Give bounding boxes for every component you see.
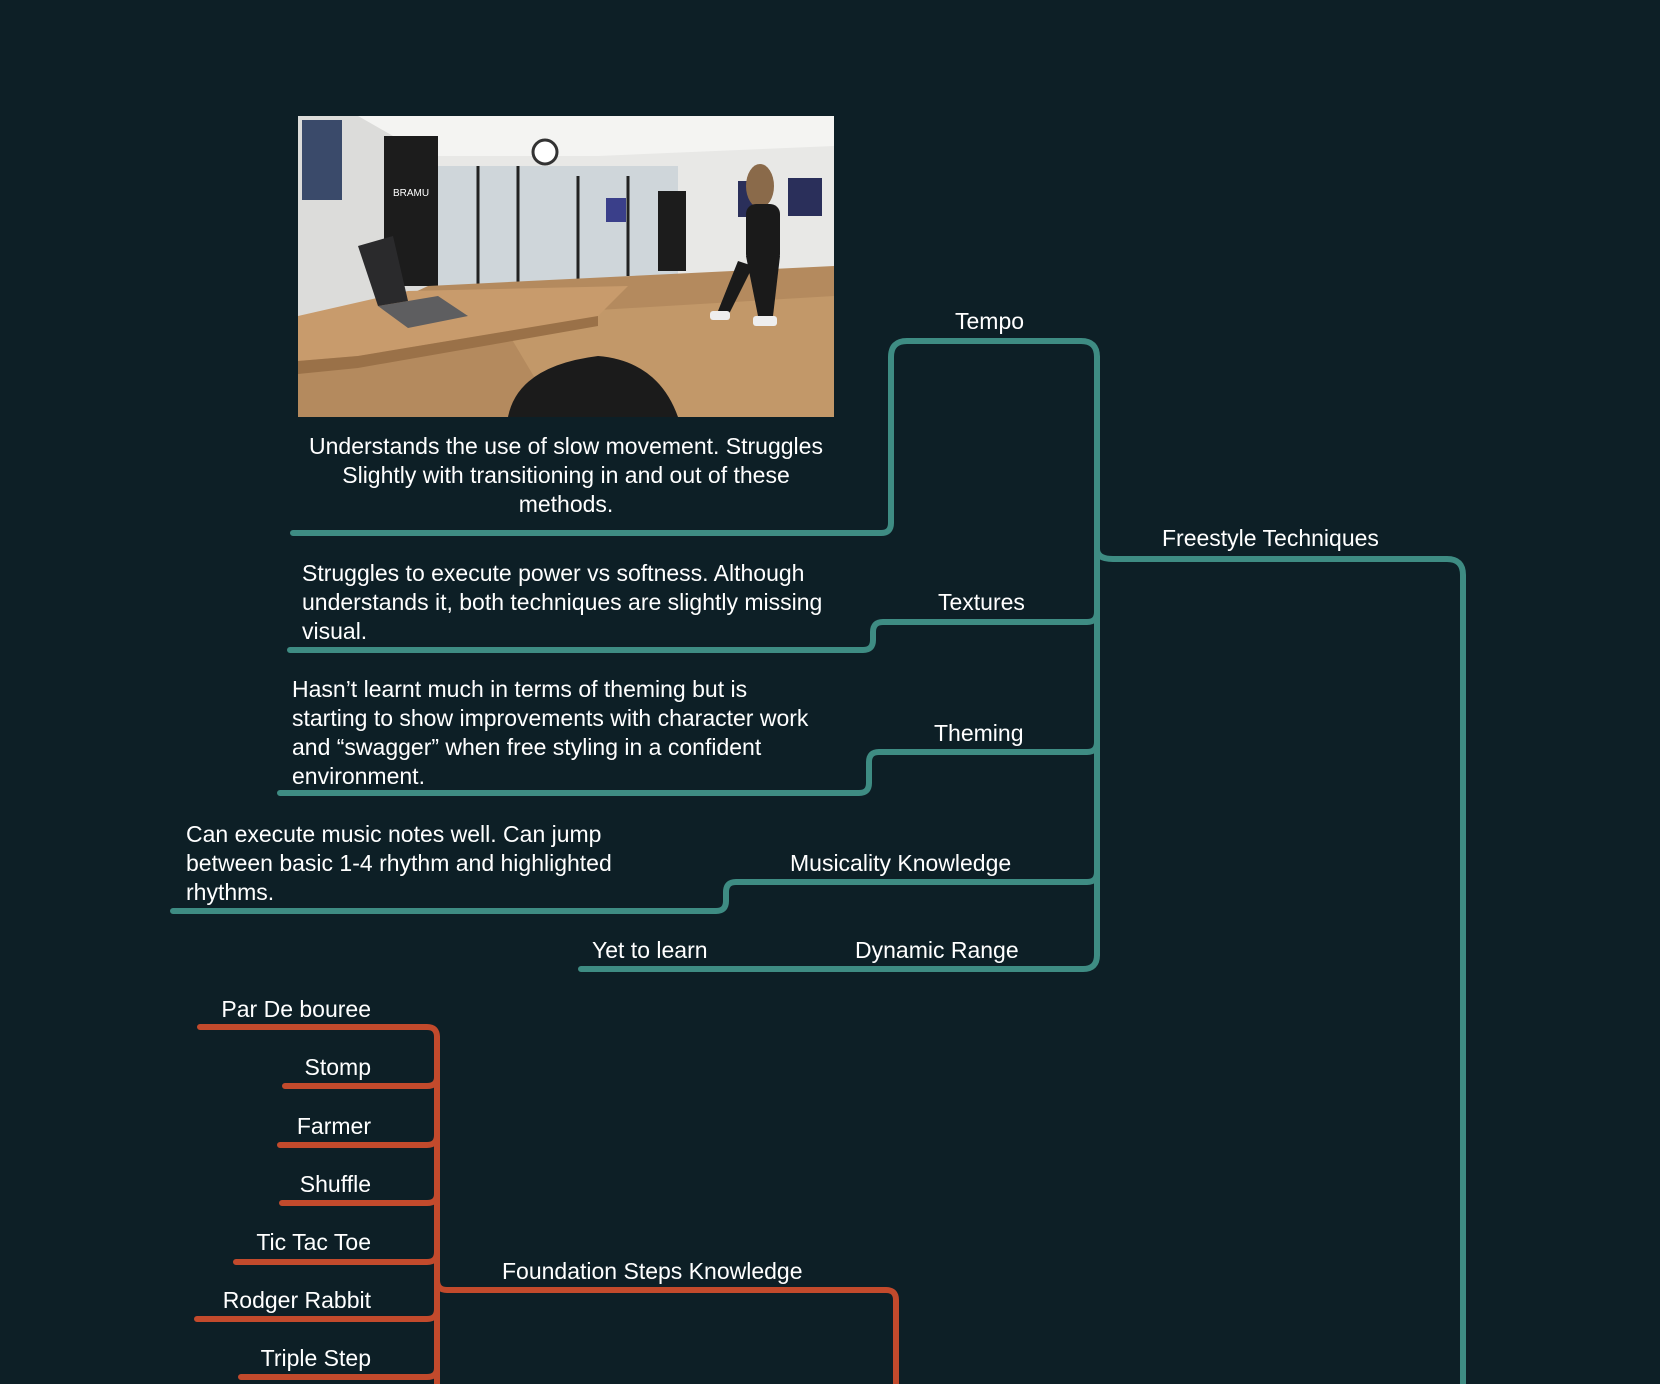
note-theming: Hasn’t learnt much in terms of theming but is starting to show improvements with character work and “swagger” when free styling in a confident environment.	[292, 676, 809, 789]
node-step-triple-step[interactable]: Triple Step	[260, 1345, 371, 1371]
node-step-shuffle[interactable]: Shuffle	[299, 1171, 371, 1197]
node-freestyle-techniques[interactable]: Freestyle Techniques	[1162, 525, 1379, 551]
node-dynamic-range[interactable]: Dynamic Range	[855, 937, 1019, 963]
node-step-farmer[interactable]: Farmer	[296, 1113, 371, 1139]
svg-text:BRAMU: BRAMU	[392, 188, 430, 199]
note-tempo: Understands the use of slow movement. Struggles Slightly with transitioning in and out of these methods.	[309, 433, 823, 517]
note-musicality: Can execute music notes well. Can jump between basic 1-4 rhythm and highlighted rhythms.	[186, 821, 612, 905]
node-theming[interactable]: Theming	[934, 720, 1024, 746]
connector-foundation-trunk	[437, 1280, 896, 1384]
note-textures: Struggles to execute power vs softness. Although understands it, both techniques are slightly missing visual.	[302, 560, 823, 644]
connector-step-1	[200, 1027, 437, 1037]
note-dynamic-range: Yet to learn	[592, 937, 708, 963]
node-textures[interactable]: Textures	[938, 589, 1025, 615]
node-tempo[interactable]: Tempo	[955, 308, 1025, 334]
connector-freestyle-trunk	[1097, 549, 1463, 1384]
node-musicality-knowledge[interactable]: Musicality Knowledge	[790, 850, 1012, 876]
node-step-stomp[interactable]: Stomp	[304, 1054, 371, 1080]
node-step-rodger-rabbit[interactable]: Rodger Rabbit	[222, 1287, 371, 1313]
dance-studio-photo	[298, 116, 834, 417]
node-step-par-de-bouree[interactable]: Par De bouree	[221, 996, 371, 1022]
node-step-tic-tac-toe[interactable]: Tic Tac Toe	[256, 1229, 371, 1255]
node-foundation-steps-knowledge[interactable]: Foundation Steps Knowledge	[502, 1258, 803, 1284]
